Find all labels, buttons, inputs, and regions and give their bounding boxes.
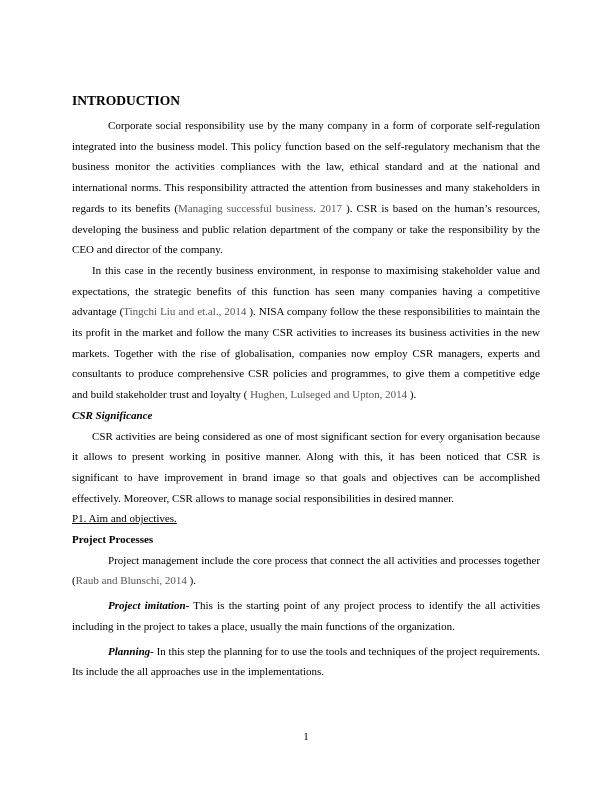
text-run: ). NISA company follow the these responsibilities to maintain the its profit in the market and follow the many CSR activities to increases its business activities in the new markets. Together with the rise of globalisation, companies now employ CSR managers, experts and consultants to produce comprehensive CSR policies and programmes, to give them a competitive edge and build stakeholder trust and loyalty ( [72,306,540,402]
intro-paragraph-2 [72,261,540,406]
text-run: ). [407,389,417,402]
section-heading-aim: P1. Aim and objectives. [72,513,177,526]
text-run: Project management include the core process that connect the all activities and processes together ( [72,554,540,588]
page-body [72,92,540,683]
section-heading-csr-significance: CSR Significance [72,409,153,422]
term-label: Planning- [108,645,154,658]
section-heading-project-processes: Project Processes [72,534,154,547]
page-number: 1 [303,731,309,743]
citation: Tingchi Liu and et.al., 2014 [123,306,247,319]
text-run: Corporate social responsibility use by the many company in a form of corporate self-regulation integrated into the business model. This policy function based on the self-regulatory mechanism that the business monitor the activities compliances with the law, ethical standard and at the national and international norms. This responsibility attracted the attention from businesses and many stakeholders in regards to its benefits ( [72,120,540,215]
term-label: Project imitation- [108,600,190,613]
citation: Managing successful business. 2017 [178,202,343,215]
citation: Raub and Blunschi, 2014 [75,575,187,588]
text-run: In this step the planning for to use the tools and techniques of the project requirements. Its include the all approaches use in the implementations. [72,645,540,679]
project-paragraph [72,551,540,592]
text-run: ). CSR is based on the human’s resources, developing the business and public relation department of the company or take the responsibility by the CEO and director of the company. [72,202,541,257]
text-run: ). [186,575,197,588]
csr-paragraph: CSR activities are being considered as one of most significant section for every organisation because it allows to present working in positive manner. Along with this, it has been noticed that CSR is significant to have improvement in brand image so that goals and objectives can be accomplished effectively. Moreover, CSR allows to manage social responsibilities in desired manner. [72,430,540,505]
project-initiation-paragraph [72,596,540,637]
text-run: This is the starting point of any project process to identify the all activities including in the project to takes a place, usually the main functions of the organization. [72,600,540,633]
citation: Hughen, Lulseged and Upton, 2014 [250,389,408,402]
text-run: In this case in the recently business environment, in response to maximising stakeholder value and expectations, the strategic benefits of this function has seen many companies having a competitive advantage ( [72,264,540,319]
intro-paragraph-1 [72,116,540,261]
planning-paragraph [72,642,540,683]
page-title: INTRODUCTION [72,93,181,108]
